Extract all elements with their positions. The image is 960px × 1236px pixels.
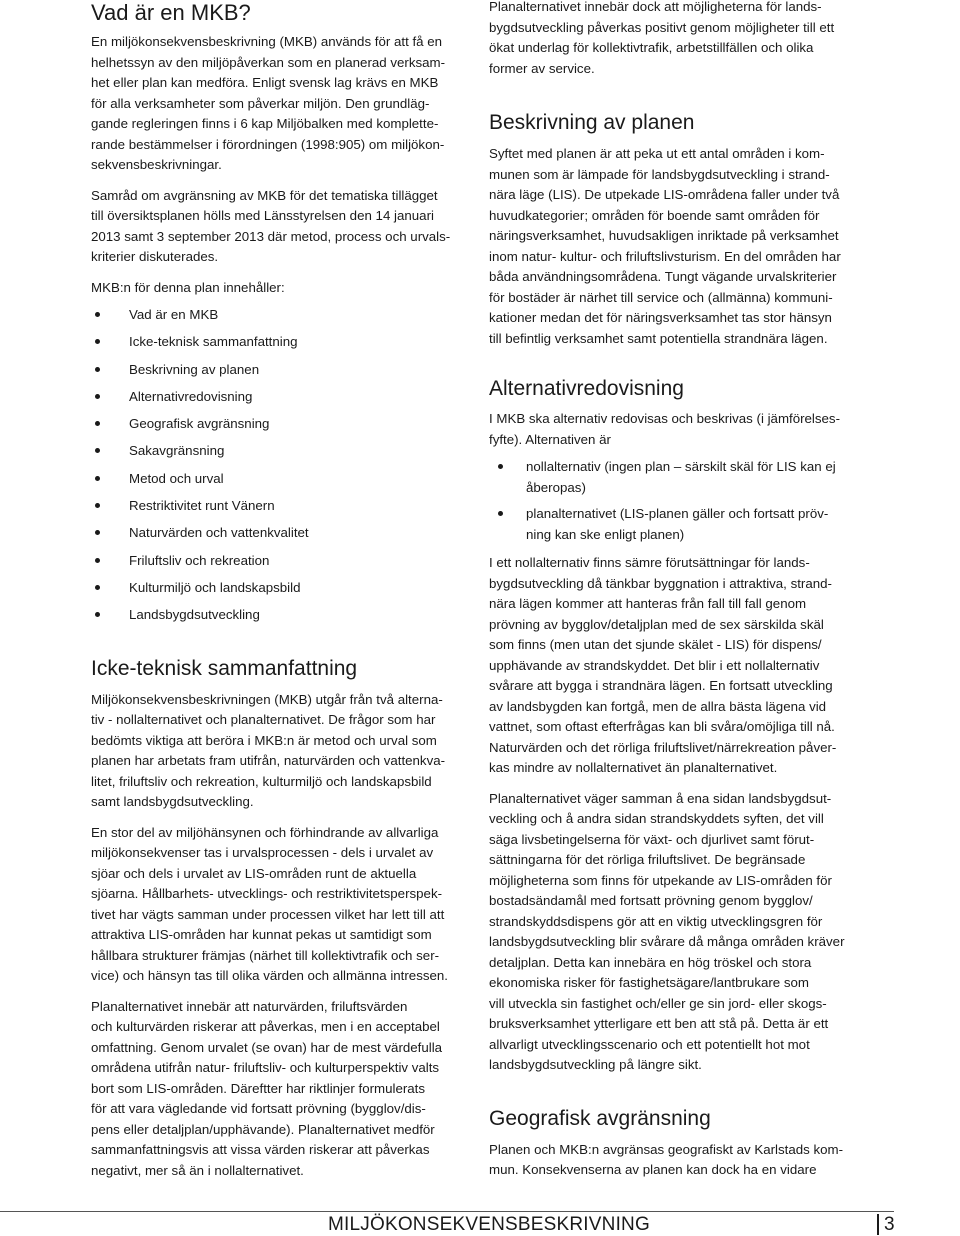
bullet-icon	[95, 558, 100, 563]
bullet-icon	[95, 476, 100, 481]
list-item: nollalternativ (ingen plan – särskilt skäl för LIS kan ej åberopas)	[489, 457, 874, 498]
bullet-icon	[498, 464, 503, 469]
right-column	[489, 0, 874, 1181]
page-number: 3	[884, 1214, 895, 1235]
list-item: Metod och urval	[91, 469, 469, 496]
summary-paragraph: En stor del av miljöhänsynen och förhindrande av allvarliga miljökonsekvenser tas i urvalsprocessen - dels i urvalet av sjöar och dels i urvalet av LIS-områden runt de aktuella sjöarna. Hållbarhets- utvecklings- och restriktivitetsperspek- tivet har vägts samman under processen vilket har lett till att attraktiva LIS-områden har kunnat pekas ut samtidigt som hållbara strukturer främjas (närhet till kollektivtrafik och ser- vice) och hänsyn tas till olika värden och allmänna intressen.	[91, 824, 448, 984]
intro-paragraph: En miljökonsekvensbeskrivning (MKB) används för att få en helhetssyn av den miljöpåverkan som en planerad verksam- het eller plan kan medföra. Enligt svensk lag krävs en MKB för alla verksamheter som påverkar miljön. Den grundläg- gande regleringen finns i 6 kap Miljöbalken med komplette- rande bestämmelser i förordningen (1998:905) om miljökon- sekvensbeskrivningar.	[91, 34, 446, 172]
list-item: planalternativet (LIS-planen gäller och fortsatt pröv- ning kan ske enligt planen)	[489, 504, 874, 545]
bullet-icon	[95, 312, 100, 317]
bullet-icon	[95, 585, 100, 590]
list-item: Beskrivning av planen	[91, 360, 469, 387]
contents-intro: MKB:n för denna plan innehåller:	[91, 279, 285, 295]
footer-title: MILJÖKONSEKVENSBESKRIVNING	[328, 1214, 650, 1235]
section-heading-alternatives: Alternativredovisning	[489, 377, 684, 400]
list-item: Alternativredovisning	[91, 387, 469, 414]
samrad-paragraph: Samråd om avgränsning av MKB för det tematiska tillägget till översiktsplanen hölls med Länsstyrelsen den 14 januari 2013 samt 3 september 2013 där metod, process och urvals- kriterier diskuterades.	[91, 187, 451, 264]
bullet-icon	[498, 511, 503, 516]
section-heading-geography: Geografisk avgränsning	[489, 1106, 711, 1130]
list-item: Friluftsliv och rekreation	[91, 551, 469, 578]
footer-separator	[877, 1214, 879, 1235]
alternatives-list	[489, 457, 874, 545]
summary-paragraph: Planalternativet innebär att naturvärden, friluftsvärden och kulturvärden riskerar att påverkas, men i en acceptabel omfattning. Genom urvalet (se ovan) har de mest värdefulla områdena utifrån natur- friluftsliv- och kulturperspektiv valts bort som LIS-områden. Däreftter har riktlinjer formulerats för att vara vägledande vid fortsatt prövning (bygglov/dis- pens eller detaljplan/upphävande). Planalternativet medför sammanfattningsvis att vissa värden riskerar att påverkas negativt, mer så än i nollalternativet.	[91, 998, 443, 1178]
section-heading-summary: Icke-teknisk sammanfattning	[91, 656, 358, 680]
geography-paragraph: Planen och MKB:n avgränsas geografiskt av Karlstads kom- mun. Konsekvenserna av planen kan dock ha en vidare	[489, 1141, 844, 1177]
list-item: Kulturmiljö och landskapsbild	[91, 578, 469, 605]
summary-paragraph: Miljökonsekvensbeskrivningen (MKB) utgår från två alterna- tiv - nollalternativet och planalternativet. De frågor som har bedömts viktiga att beröra i MKB:n är metod och urval som planen har arbetats fram utifrån, naturvärden och vattenkva- litet, friluftsliv och rekreation, kulturmiljö och landskapsbild samt landsbygdsutveckling.	[91, 691, 446, 810]
bullet-icon	[95, 612, 100, 617]
bullet-icon	[95, 530, 100, 535]
list-item: Landsbygdsutveckling	[91, 605, 469, 632]
list-item: Vad är en MKB	[91, 305, 469, 332]
footer-divider	[0, 1211, 894, 1212]
bullet-icon	[95, 339, 100, 344]
bullet-icon	[95, 367, 100, 372]
bullet-icon	[95, 421, 100, 426]
bullet-icon	[95, 394, 100, 399]
list-item: Sakavgränsning	[91, 441, 469, 468]
bullet-icon	[95, 448, 100, 453]
alternatives-paragraph: I ett nollalternativ finns sämre förutsättningar för lands- bygdsutveckling då tänkbar byggnation i attraktiva, strand- nära lägen kommer att hanteras från fall till fall genom prövning av bygglov/detaljplan med de sex särskilda skäl som finns (men utan det sjunde skälet - LIS) för dispens/ upphävande av strandskyddet. Det blir i ett nollalternativ svårare att bygga i strandnära lägen. En fortsatt utveckling av landsbygden kan fortgå, men de allra bästa lägena vid vattnet, som oftast efterfrågas kan bli svåra/omöjliga till nå. Naturvärden och det rörliga friluftslivet/närrekreation påver- kas mindre av nollalternativet än planalternativet.	[489, 555, 837, 775]
alternatives-intro: I MKB ska alternativ redovisas och beskrivas (i jämförelses- fyfte). Alternativen är	[489, 411, 841, 447]
list-item: Icke-teknisk sammanfattning	[91, 332, 469, 359]
alternatives-paragraph: Planalternativet väger samman å ena sidan landsbygdsut- veckling och å andra sidan strandskyddets syften, det vill säga livsbetingelserna för växt- och djurlivet samt förut- sättningarna för det rörliga friluftslivet. De begränsade möjligheterna som finns för utpekande av LIS-områden för bostadsändamål med fortsatt prövning genom bygglov/ strandskyddsdispens gör att en viktig utvecklingsgren för landsbygdsutveckling blir svårare då många områden kräver detaljplan. Detta kan innebära en hög tröskel och stora ekonomiska risker för fastighetsägare/lantbrukare som vill utveckla sin fastighet och/eller ge sin jord- eller skogs- bruksverksamhet ytterligare ett ben att stå på. Detta är ett allvarligt utvecklingsscenario och ett potentiellt hot mot landsbygdsutveckling på längre sikt.	[489, 790, 845, 1072]
section-heading-plan: Beskrivning av planen	[489, 111, 695, 134]
contents-list	[91, 305, 469, 633]
page-title: Vad är en MKB?	[91, 0, 251, 25]
page-footer	[0, 1211, 960, 1236]
left-column	[91, 0, 469, 1181]
list-item: Naturvärden och vattenkvalitet	[91, 523, 469, 550]
list-item: Restriktivitet runt Vänern	[91, 496, 469, 523]
bullet-icon	[95, 503, 100, 508]
paragraph: Planalternativet innebär dock att möjligheterna för lands- bygdsutveckling påverkas positivt genom möjligheter till ett ökat underlag för kollektivtrafik, arbetstillfällen och olika former av service.	[489, 0, 835, 76]
list-item: Geografisk avgränsning	[91, 414, 469, 441]
plan-paragraph: Syftet med planen är att peka ut ett antal områden i kom- munen som är lämpade för landsbygdsutveckling i strand- nära läge (LIS). De utpekade LIS-områdena faller under två huvudkategorier; områden för boende samt områden för näringsverksamhet, huvudsakligen inriktade på verksamhet inom natur- kultur- och friluftslivsturism. En del områden har båda användningsområdena. Tungt vägande urvalskriterier för bostäder är närhet till service och (allmänna) kommuni- kationer medan det för näringsverksamhet tas stor hänsyn till befintlig verksamhet samt potentiella strandnära lägen.	[489, 146, 841, 346]
